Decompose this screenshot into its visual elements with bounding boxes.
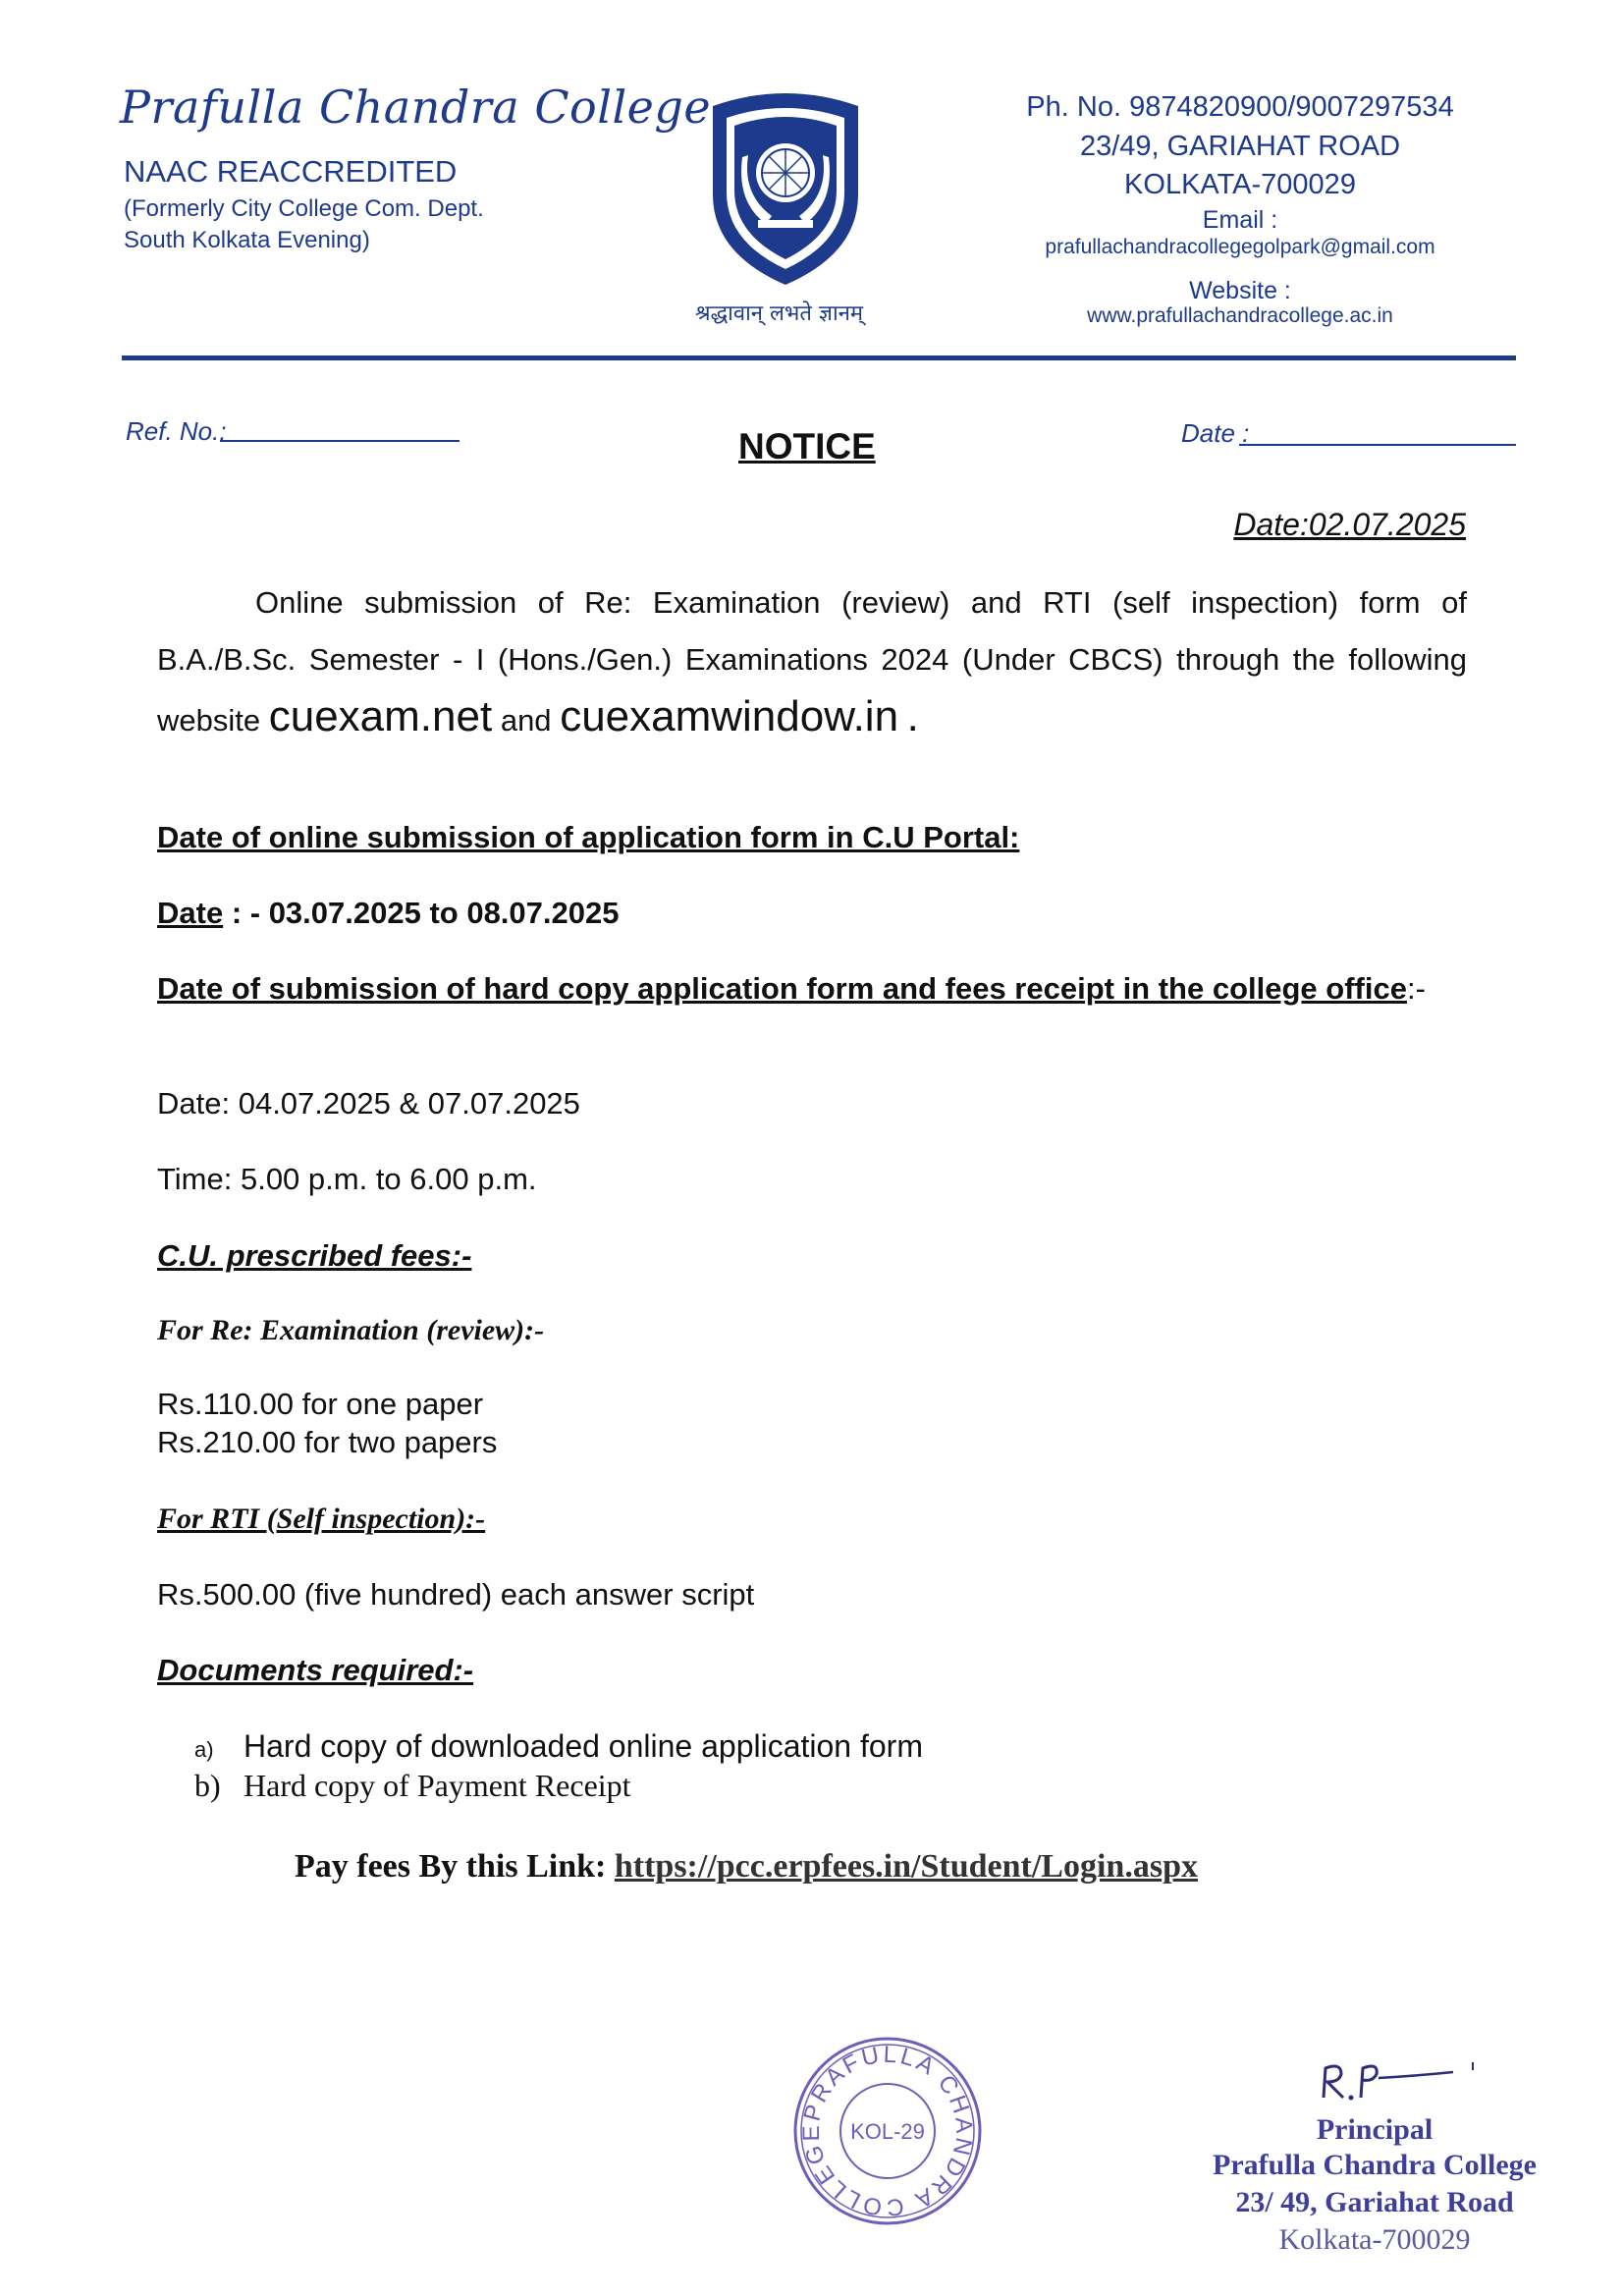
website-cuexamwindow: cuexamwindow.in (560, 692, 899, 740)
fees-heading: C.U. prescribed fees:- (157, 1238, 472, 1273)
signatory-college: Prafulla Chandra College (1213, 2149, 1537, 2181)
college-name: Prafulla Chandra College (120, 81, 712, 134)
documents-list (194, 1728, 923, 1807)
email-address: prafullachandracollegegolpark@gmail.com (1045, 236, 1435, 258)
seal-ring-text: PRAFULLA CHANDRA COLLEGE (797, 2041, 978, 2221)
formerly-line1: (Formerly City College Com. Dept. (124, 195, 484, 222)
college-crest-icon (703, 86, 868, 295)
list-item (194, 1768, 923, 1807)
and-text: and (500, 703, 552, 738)
signatory-title: Principal (1316, 2113, 1434, 2146)
email-label: Email : (1202, 206, 1278, 234)
seal-center-text: KOL-29 (850, 2119, 925, 2144)
notice-date: Date:02.07.2025 (1233, 507, 1466, 542)
signatory-address1: 23/ 49, Gariahat Road (1235, 2186, 1514, 2218)
list-item-text: Hard copy of Payment Receipt (243, 1768, 631, 1803)
hardcopy-date: Date: 04.07.2025 & 07.07.2025 (157, 1086, 580, 1121)
college-seal (791, 2035, 984, 2227)
intro-period: . (906, 692, 919, 740)
notice-title: NOTICE (738, 426, 876, 466)
list-item-text: Hard copy of downloaded online application form (243, 1728, 923, 1764)
signatory-address2: Kolkata-700029 (1278, 2223, 1471, 2256)
formerly-line2: South Kolkata Evening) (124, 227, 370, 253)
hardcopy-time: Time: 5.00 p.m. to 6.00 p.m. (157, 1162, 537, 1196)
rti-fee: Rs.500.00 (five hundred) each answer script (157, 1577, 755, 1612)
review-fee-two-papers: Rs.210.00 for two papers (157, 1425, 498, 1459)
accreditation: NAAC REACCREDITED (124, 154, 458, 189)
address-line2: KOLKATA-700029 (1124, 169, 1356, 200)
documents-heading: Documents required:- (157, 1653, 474, 1687)
ref-no-line (220, 440, 460, 442)
pay-fees-link[interactable]: https://pcc.erpfees.in/Student/Login.aspx (614, 1848, 1198, 1885)
intro-paragraph (157, 574, 1467, 749)
online-submission-heading: Date of online submission of application form in C.U Portal: (157, 820, 1020, 854)
hardcopy-heading-suffix: :- (1406, 971, 1426, 1006)
ref-no-label: Ref. No.: (126, 416, 227, 446)
website-label: Website : (1189, 277, 1291, 304)
online-date-label: Date (157, 896, 224, 930)
phone-number: Ph. No. 9874820900/9007297534 (1026, 91, 1454, 123)
list-marker: b) (194, 1768, 221, 1803)
intro-text: Online submission of Re: Examination (review) and RTI (self inspection) form of B.A./B.Sc. Semester - I (Hons./Gen.) Examinations 2024 (Under CBCS) through the following website (157, 585, 1467, 738)
date-label: Date : (1181, 418, 1250, 448)
online-date-value: : - 03.07.2025 to 08.07.2025 (223, 896, 620, 930)
formerly-note (124, 193, 484, 256)
pay-fees-line (295, 1848, 1198, 1886)
list-item (194, 1728, 923, 1768)
website-cuexam: cuexam.net (268, 692, 493, 740)
principal-signature (1316, 2058, 1492, 2107)
review-heading: For Re: Examination (review):- (157, 1314, 545, 1346)
review-fee-one-paper: Rs.110.00 for one paper (157, 1387, 484, 1421)
date-line (1239, 444, 1516, 446)
pay-fees-label: Pay fees By this Link: (295, 1848, 615, 1885)
hardcopy-heading-text: Date of submission of hard copy application form and fees receipt in the college office (157, 971, 1407, 1006)
rti-heading: For RTI (Self inspection):- (157, 1503, 486, 1535)
college-motto: श्रद्धावान् लभते ज्ञानम् (695, 301, 864, 326)
list-marker: a) (194, 1737, 214, 1762)
letterhead-divider (122, 355, 1516, 360)
website-address: www.prafullachandracollege.ac.in (1087, 304, 1393, 327)
address-line1: 23/49, GARIAHAT ROAD (1079, 131, 1401, 162)
online-submission-date (157, 896, 619, 931)
hardcopy-heading (157, 970, 1473, 1008)
